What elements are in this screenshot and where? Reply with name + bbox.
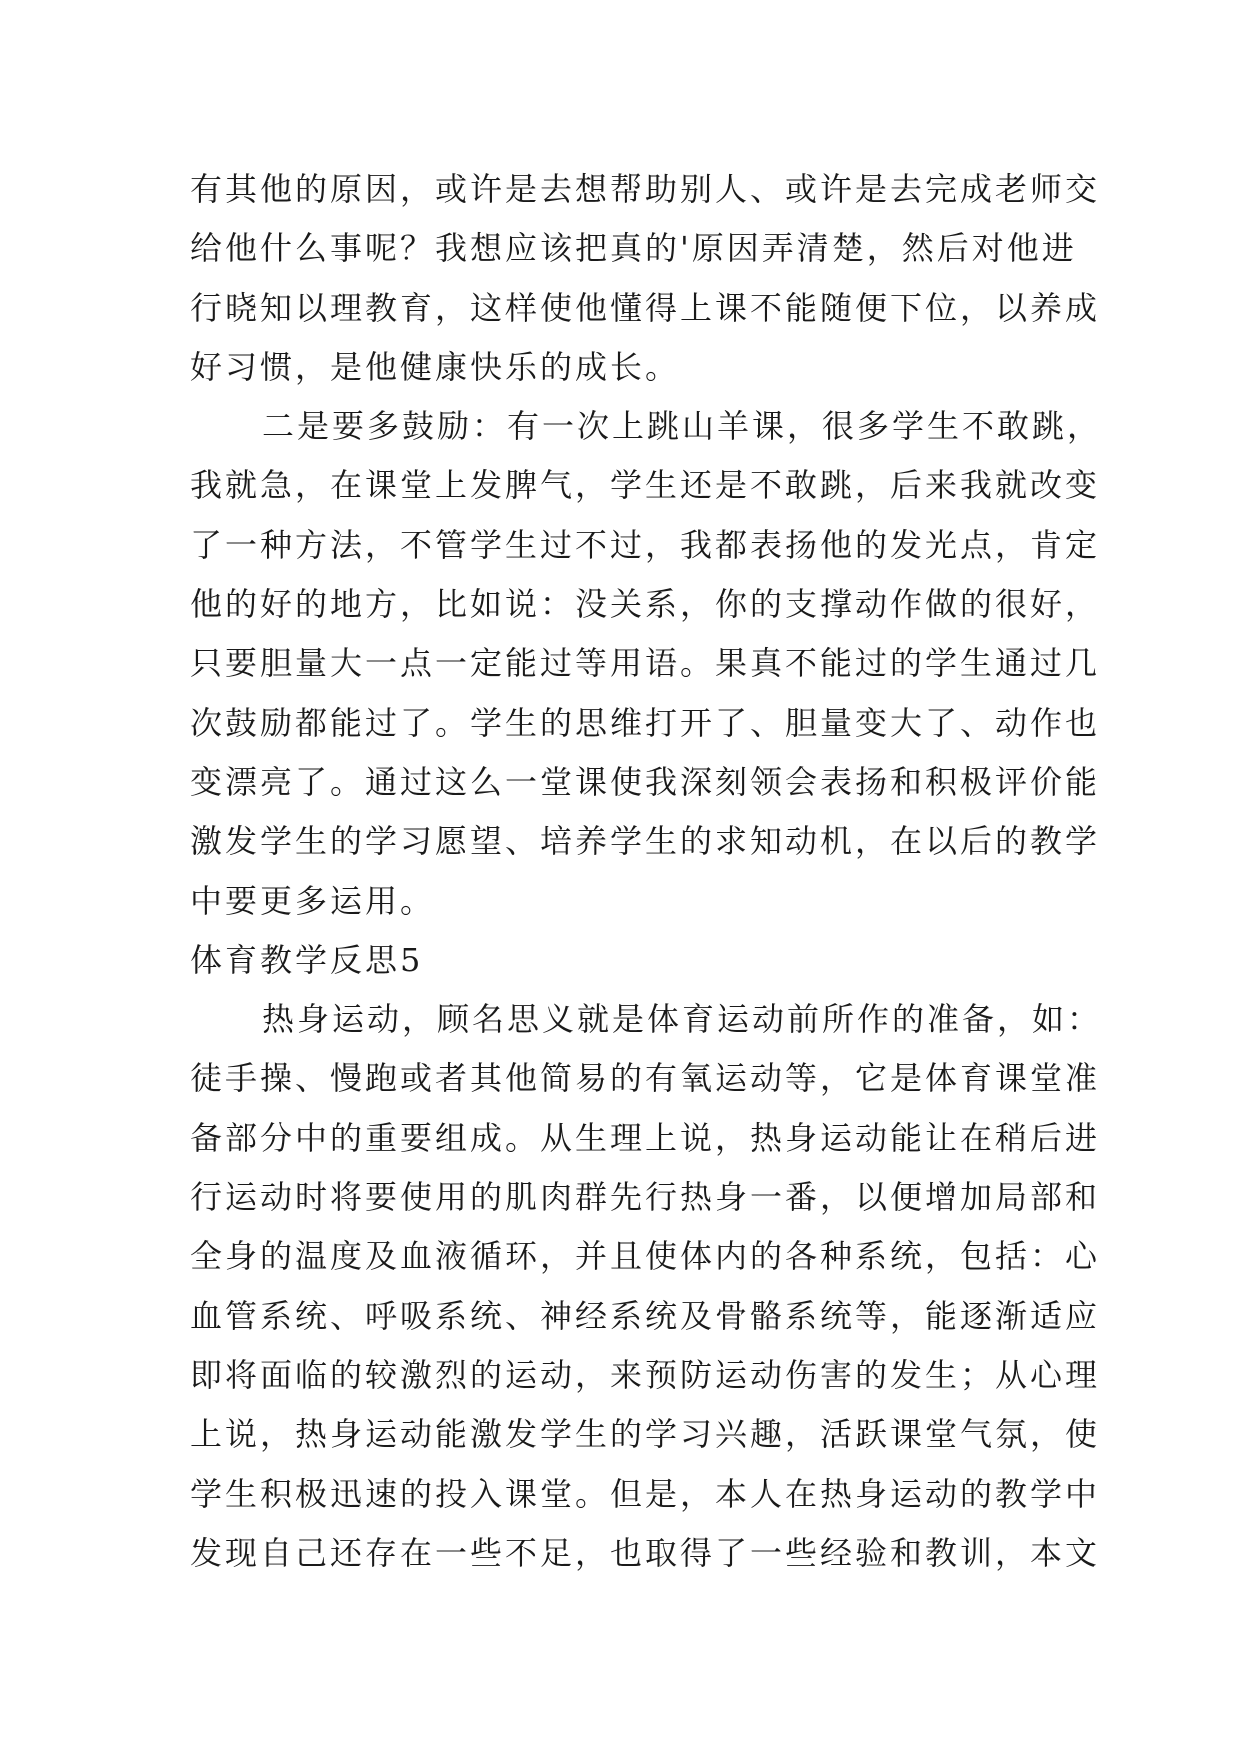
text-line: 给他什么事呢？我想应该把真的'原因弄清楚，然后对他进 <box>190 229 1077 268</box>
document-body <box>190 160 1103 1583</box>
paragraph-first-line: 热身运动，顾名思义就是体育运动前所作的准备，如： <box>262 1000 1103 1039</box>
text-line: 我就急，在课堂上发脾气，学生还是不敢跳，后来我就改变 <box>190 466 1101 505</box>
text-line: 变漂亮了。通过这么一堂课使我深刻领会表扬和积极评价能 <box>190 762 1101 801</box>
text-line: 徒手操、慢跑或者其他简易的有氧运动等，它是体育课堂准 <box>190 1059 1101 1098</box>
text-line: 备部分中的重要组成。从生理上说，热身运动能让在稍后进 <box>190 1118 1101 1157</box>
text-line: 有其他的原因，或许是去想帮助别人、或许是去完成老师交 <box>190 170 1101 208</box>
text-line: 全身的温度及血液循环，并且使体内的各种系统，包括：心 <box>190 1237 1101 1276</box>
text-line: 行运动时将要使用的肌肉群先行热身一番，以便增加局部和 <box>190 1178 1101 1217</box>
section-heading: 体育教学反思5 <box>190 940 424 979</box>
text-line: 行晓知以理教育，这样使他懂得上课不能随便下位，以养成 <box>190 288 1101 327</box>
text-line: 血管系统、呼吸系统、神经系统及骨骼系统等，能逐渐适应 <box>190 1296 1101 1335</box>
text-line: 激发学生的学习愿望、培养学生的求知动机，在以后的教学 <box>190 822 1101 861</box>
text-line: 好习惯，是他健康快乐的成长。 <box>190 347 681 386</box>
paragraph-first-line: 二是要多鼓励：有一次上跳山羊课，很多学生不敢跳， <box>262 407 1103 446</box>
text-line: 上说，热身运动能激发学生的学习兴趣，活跃课堂气氛，使 <box>190 1415 1101 1454</box>
text-line: 学生积极迅速的投入课堂。但是，本人在热身运动的教学中 <box>190 1474 1101 1513</box>
text-line: 他的好的地方，比如说：没关系，你的支撑动作做的很好， <box>190 585 1101 624</box>
text-line: 只要胆量大一点一定能过等用语。果真不能过的学生通过几 <box>190 644 1101 683</box>
text-line: 中要更多运用。 <box>190 881 436 920</box>
text-line: 次鼓励都能过了。学生的思维打开了、胆量变大了、动作也 <box>190 703 1101 742</box>
text-line: 即将面临的较激烈的运动，来预防运动伤害的发生；从心理 <box>190 1355 1101 1394</box>
text-line: 了一种方法，不管学生过不过，我都表扬他的发光点，肯定 <box>190 525 1101 564</box>
text-line: 发现自己还存在一些不足，也取得了一些经验和教训，本文 <box>190 1533 1101 1572</box>
